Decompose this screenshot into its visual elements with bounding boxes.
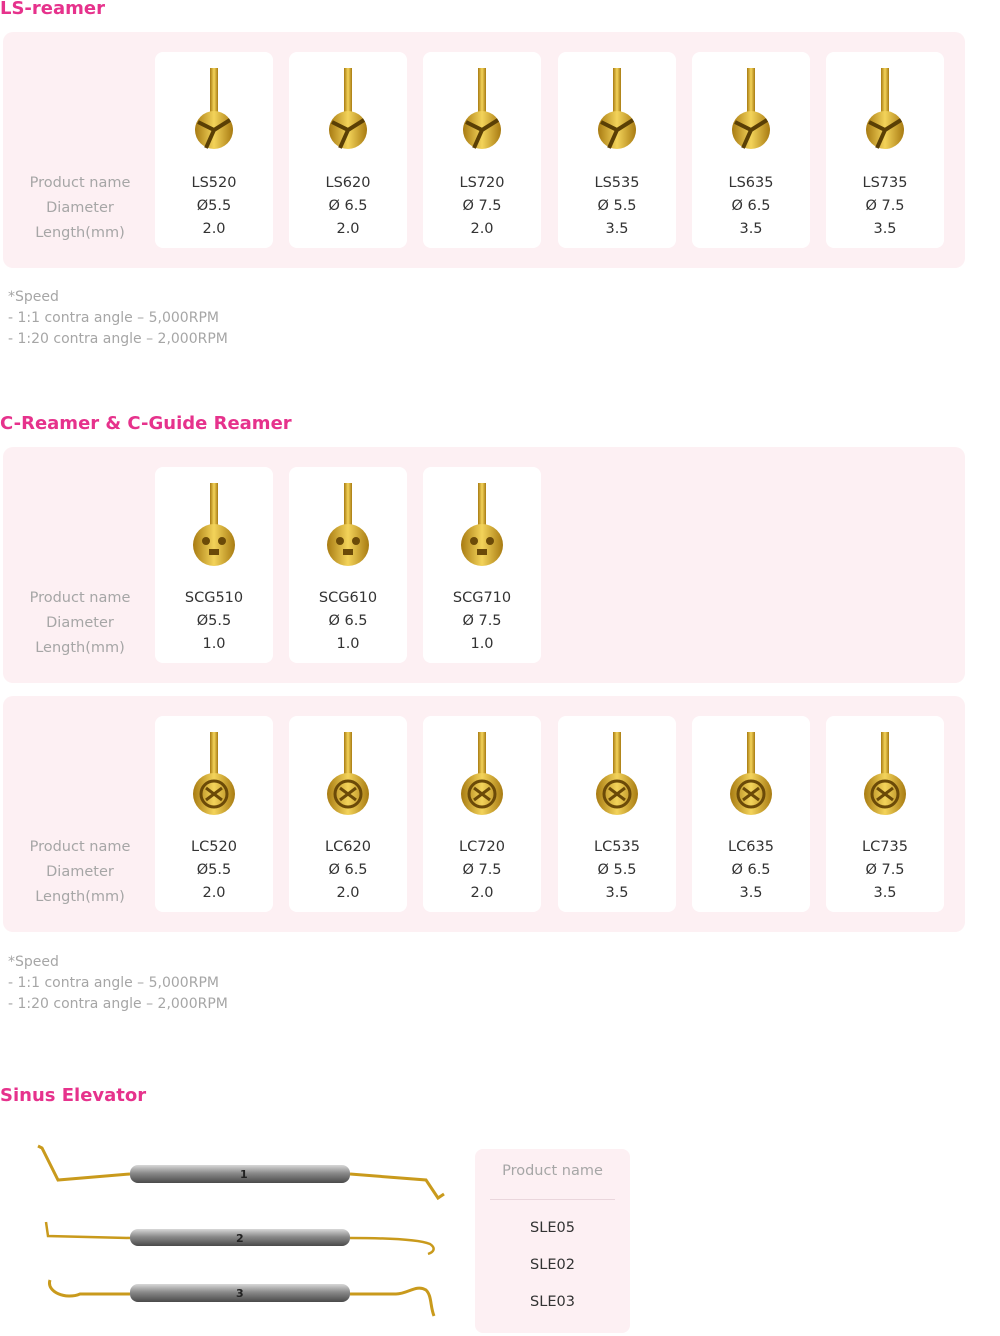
product-diameter: Ø 6.5	[328, 862, 368, 878]
product-values	[826, 172, 944, 241]
diameter-label: Diameter	[46, 200, 114, 216]
reamer-image	[318, 64, 378, 164]
sinus-product-table	[475, 1149, 630, 1333]
product-values	[423, 172, 541, 241]
scg-reamer-panel	[3, 447, 965, 683]
sinus-elevator-title: Sinus Elevator	[0, 1085, 147, 1106]
product-diameter: Ø 7.5	[462, 862, 502, 878]
product-values	[692, 172, 810, 241]
product-diameter: Ø 6.5	[731, 862, 771, 878]
length-label: Length(mm)	[35, 640, 125, 656]
product-diameter: Ø 6.5	[328, 613, 368, 629]
product-card	[155, 467, 273, 663]
product-diameter: Ø 7.5	[865, 198, 905, 214]
product-name: LC720	[459, 839, 505, 855]
product-length: 2.0	[470, 221, 494, 237]
product-values	[558, 172, 676, 241]
reamer-image	[855, 64, 915, 164]
product-name: LS535	[594, 175, 640, 191]
lc-row-labels	[3, 835, 157, 910]
product-length: 2.0	[336, 885, 360, 901]
product-name: LS635	[728, 175, 774, 191]
product-name: SCG710	[452, 590, 512, 606]
speed-line: - 1:20 contra angle – 2,000RPM	[8, 331, 228, 347]
reamer-image	[587, 64, 647, 164]
product-name-label: Product name	[29, 839, 131, 855]
product-card	[423, 52, 541, 248]
product-values	[289, 836, 407, 905]
product-card	[826, 716, 944, 912]
sinus-product-name: SLE02	[530, 1257, 575, 1273]
reamer-image	[184, 728, 244, 828]
reamer-image	[452, 479, 512, 579]
product-diameter: Ø 6.5	[731, 198, 771, 214]
product-name-label: Product name	[29, 175, 131, 191]
product-length: 3.5	[739, 885, 763, 901]
product-length: 3.5	[739, 221, 763, 237]
product-length: 3.5	[873, 221, 897, 237]
diameter-label: Diameter	[46, 864, 114, 880]
product-name-header: Product name	[490, 1163, 615, 1200]
reamer-image	[452, 64, 512, 164]
product-name: LC520	[191, 839, 237, 855]
product-name: LC635	[728, 839, 774, 855]
reamer-image	[184, 64, 244, 164]
reamer-image	[587, 728, 647, 828]
lc-reamer-panel	[3, 696, 965, 932]
product-name: LC620	[325, 839, 371, 855]
product-diameter: Ø 7.5	[462, 613, 502, 629]
product-diameter: Ø 5.5	[597, 862, 637, 878]
reamer-image	[452, 728, 512, 828]
product-name: LS520	[191, 175, 237, 191]
c-reamer-title: C-Reamer & C-Guide Reamer	[0, 413, 292, 434]
ls-row-labels	[3, 171, 157, 246]
product-values	[155, 172, 273, 241]
sinus-elevator-3-image	[30, 1272, 450, 1332]
product-length: 1.0	[470, 636, 494, 652]
speed-title: *Speed	[8, 954, 59, 970]
sinus-elevator-2-image	[30, 1212, 450, 1262]
product-values	[423, 587, 541, 656]
product-length: 1.0	[202, 636, 226, 652]
product-values	[289, 172, 407, 241]
product-diameter: Ø 5.5	[597, 198, 637, 214]
product-length: 2.0	[202, 885, 226, 901]
product-length: 3.5	[873, 885, 897, 901]
product-values	[423, 836, 541, 905]
sinus-product-name: SLE05	[530, 1220, 575, 1236]
reamer-image	[721, 728, 781, 828]
product-length: 3.5	[605, 221, 629, 237]
ls-reamer-title: LS-reamer	[0, 0, 105, 19]
speed-line: - 1:20 contra angle – 2,000RPM	[8, 996, 228, 1012]
product-diameter: Ø 7.5	[462, 198, 502, 214]
product-diameter: Ø5.5	[196, 862, 232, 878]
product-card	[692, 52, 810, 248]
scg-row-labels	[3, 586, 157, 661]
instrument-number: 2	[236, 1232, 244, 1245]
instrument-number: 3	[236, 1287, 244, 1300]
product-card	[155, 716, 273, 912]
product-card	[155, 52, 273, 248]
product-values	[826, 836, 944, 905]
product-card	[289, 52, 407, 248]
product-diameter: Ø 6.5	[328, 198, 368, 214]
product-length: 1.0	[336, 636, 360, 652]
speed-line: - 1:1 contra angle – 5,000RPM	[8, 975, 219, 991]
product-name-label: Product name	[29, 590, 131, 606]
product-values	[692, 836, 810, 905]
sinus-elevator-1-image	[30, 1138, 450, 1208]
product-card	[692, 716, 810, 912]
product-diameter: Ø5.5	[196, 613, 232, 629]
reamer-image	[318, 728, 378, 828]
product-length: 2.0	[336, 221, 360, 237]
product-name: LS735	[862, 175, 908, 191]
reamer-image	[318, 479, 378, 579]
product-card	[558, 52, 676, 248]
length-label: Length(mm)	[35, 225, 125, 241]
product-name: LS720	[459, 175, 505, 191]
product-name: LC735	[862, 839, 908, 855]
product-name: LC535	[594, 839, 640, 855]
product-card	[423, 467, 541, 663]
product-name: SCG610	[318, 590, 378, 606]
reamer-image	[721, 64, 781, 164]
product-diameter: Ø5.5	[196, 198, 232, 214]
product-card	[289, 467, 407, 663]
product-name: SCG510	[184, 590, 244, 606]
reamer-image	[184, 479, 244, 579]
ls-reamer-panel	[3, 32, 965, 268]
product-values	[289, 587, 407, 656]
diameter-label: Diameter	[46, 615, 114, 631]
product-diameter: Ø 7.5	[865, 862, 905, 878]
ls-speed-note	[8, 287, 228, 350]
product-length: 2.0	[202, 221, 226, 237]
speed-line: - 1:1 contra angle – 5,000RPM	[8, 310, 219, 326]
product-values	[558, 836, 676, 905]
speed-title: *Speed	[8, 289, 59, 305]
product-card	[558, 716, 676, 912]
c-speed-note	[8, 952, 228, 1015]
sinus-product-name: SLE03	[530, 1294, 575, 1310]
length-label: Length(mm)	[35, 889, 125, 905]
product-values	[155, 587, 273, 656]
instrument-number: 1	[240, 1168, 248, 1181]
product-values	[155, 836, 273, 905]
product-card	[423, 716, 541, 912]
product-name: LS620	[325, 175, 371, 191]
product-card	[826, 52, 944, 248]
product-length: 2.0	[470, 885, 494, 901]
product-card	[289, 716, 407, 912]
reamer-image	[855, 728, 915, 828]
product-length: 3.5	[605, 885, 629, 901]
